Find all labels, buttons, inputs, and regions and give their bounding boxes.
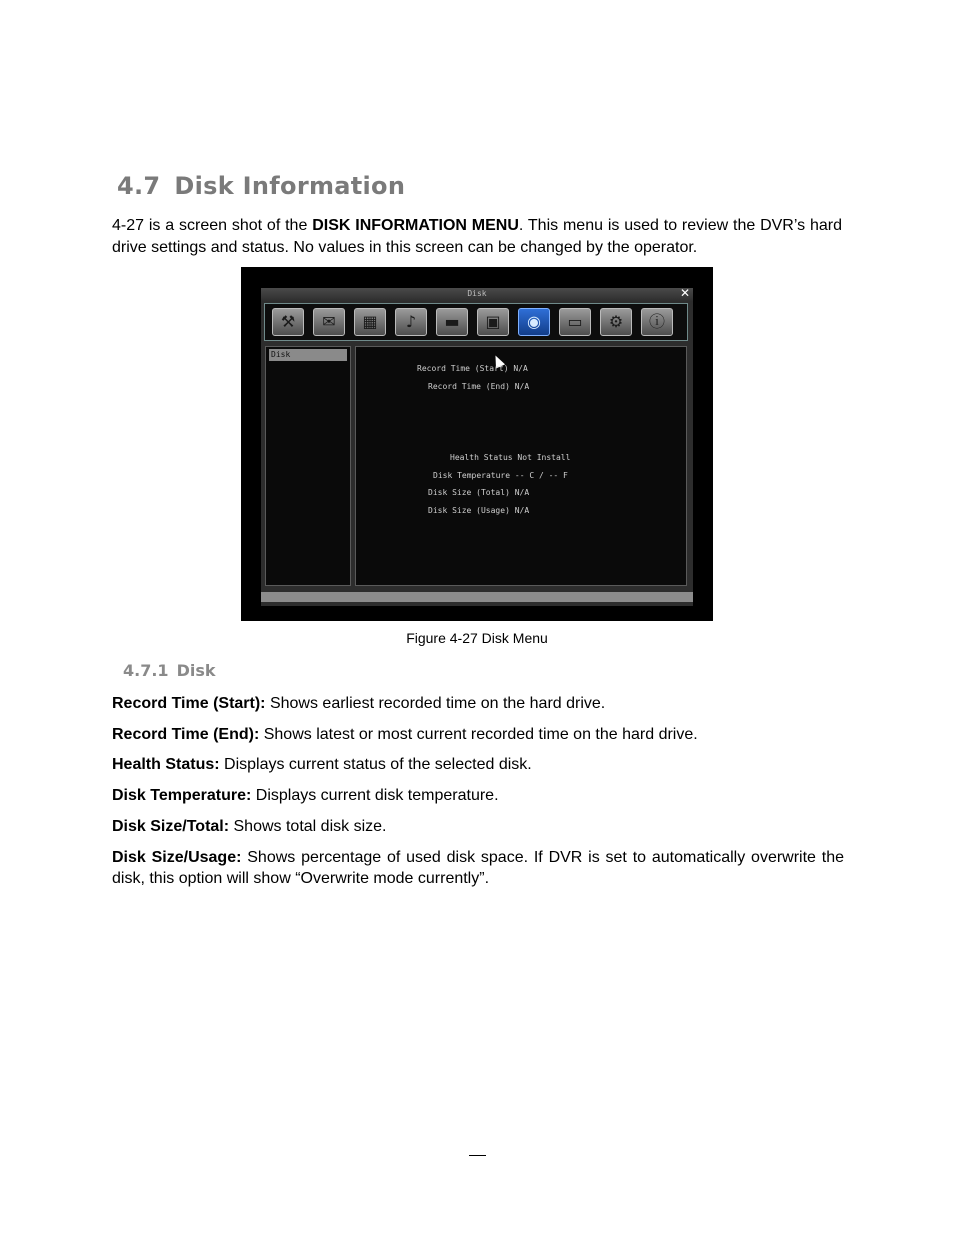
row-disk-temperature: Disk Temperature -- C / -- F bbox=[433, 471, 568, 480]
window-title: Disk bbox=[467, 289, 487, 298]
submenu-panel bbox=[265, 346, 351, 586]
section-title: Disk Information bbox=[174, 172, 406, 200]
row-record-end: Record Time (End) N/A bbox=[428, 382, 530, 391]
subsection-heading bbox=[123, 661, 216, 680]
definition-health-status bbox=[112, 754, 844, 775]
row-record-start: Record Time (Start) N/A bbox=[417, 364, 528, 373]
definition-text: Shows total disk size. bbox=[229, 818, 387, 835]
network-icon[interactable]: ▣ bbox=[477, 308, 509, 336]
figure-caption: Figure 4-27 Disk Menu bbox=[406, 630, 548, 646]
definition-term: Record Time (Start): bbox=[112, 695, 266, 712]
definition-text: Shows latest or most current recorded time on the hard drive. bbox=[259, 726, 698, 743]
definition-term: Disk Temperature: bbox=[112, 787, 252, 804]
row-disk-size-total: Disk Size (Total) N/A bbox=[428, 488, 530, 497]
definition-text: Displays current status of the selected disk. bbox=[219, 756, 532, 773]
close-icon[interactable]: ✕ bbox=[679, 286, 690, 300]
definition-disk-size-total bbox=[112, 816, 844, 837]
menu-toolbar bbox=[264, 303, 688, 341]
submenu-item-disk[interactable]: Disk bbox=[269, 349, 347, 361]
gear-icon[interactable]: ⚙ bbox=[600, 308, 632, 336]
definition-term: Disk Size/Total: bbox=[112, 818, 230, 835]
subsection-title: Disk bbox=[176, 661, 216, 680]
info-icon[interactable]: ⓘ bbox=[641, 308, 673, 336]
definition-term: Record Time (End): bbox=[112, 726, 260, 743]
definition-text: Shows percentage of used disk space. If DVR is set to automatically overwrite the disk, this option will show “Overwrite mode currently”. bbox=[112, 849, 845, 887]
disk-info-panel bbox=[355, 346, 687, 586]
section-heading bbox=[117, 172, 405, 200]
disk-icon[interactable]: ◉ bbox=[518, 308, 550, 336]
window-statusbar bbox=[261, 592, 693, 602]
intro-prefix: 4-27 is a screen shot of the bbox=[112, 217, 313, 234]
intro-bold: DISK INFORMATION MENU bbox=[312, 217, 519, 234]
film-icon[interactable]: ▦ bbox=[354, 308, 386, 336]
intro-suffix: . This menu is used to review the DVR’s hard drive settings and status. No values in this screen can be changed by the operator. bbox=[112, 217, 842, 256]
definition-text: Displays current disk temperature. bbox=[251, 787, 499, 804]
row-disk-size-usage: Disk Size (Usage) N/A bbox=[428, 506, 530, 515]
definition-term: Health Status: bbox=[112, 756, 220, 773]
tools-icon[interactable]: ⚒ bbox=[272, 308, 304, 336]
definition-term: Disk Size/Usage: bbox=[112, 849, 242, 866]
intro-paragraph bbox=[112, 215, 842, 259]
mail-icon[interactable]: ✉ bbox=[313, 308, 345, 336]
record-icon[interactable]: ▬ bbox=[436, 308, 468, 336]
subsection-number: 4.7.1 bbox=[123, 661, 169, 680]
row-health-status: Health Status Not Install bbox=[450, 453, 571, 462]
definition-record-start bbox=[112, 693, 844, 714]
disk-menu-screenshot bbox=[241, 267, 713, 621]
definition-record-end bbox=[112, 724, 844, 745]
definition-text: Shows earliest recorded time on the hard drive. bbox=[265, 695, 606, 712]
definition-disk-temperature bbox=[112, 785, 844, 806]
section-number: 4.7 bbox=[117, 172, 161, 200]
dvr-window bbox=[261, 288, 693, 606]
page-footer-rule bbox=[469, 1155, 486, 1156]
definition-disk-size-usage bbox=[112, 847, 844, 889]
bell-icon[interactable]: ♪ bbox=[395, 308, 427, 336]
window-titlebar bbox=[261, 288, 693, 301]
monitor-icon[interactable]: ▭ bbox=[559, 308, 591, 336]
